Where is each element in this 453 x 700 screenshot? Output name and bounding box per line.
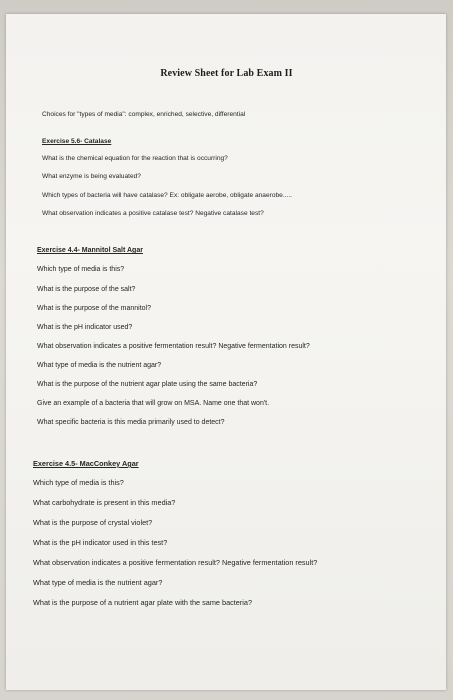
question-macconkey-7: What is the purpose of a nutrient agar plate with the same bacteria? <box>33 598 253 607</box>
question-msa-6: What type of media is the nutrient agar? <box>37 362 162 369</box>
question-msa-1: Which type of media is this? <box>37 266 125 273</box>
page-title: Review Sheet for Lab Exam II <box>160 68 293 79</box>
question-macconkey-2: What carbohydrate is present in this media? <box>33 498 176 507</box>
section-heading-msa: Exercise 4.4- Mannitol Salt Agar <box>37 247 143 254</box>
section-heading-catalase: Exercise 5.6- Catalase <box>42 138 112 145</box>
question-msa-9: What specific bacteria is this media primarily used to detect? <box>37 419 225 426</box>
question-msa-5: What observation indicates a positive fermentation result? Negative fermentation result? <box>37 343 310 350</box>
question-msa-3: What is the purpose of the mannitol? <box>37 305 152 312</box>
question-msa-8: Give an example of a bacteria that will grow on MSA. Name one that won't. <box>37 400 270 407</box>
section-heading-macconkey: Exercise 4.5- MacConkey Agar <box>33 459 139 468</box>
question-msa-2: What is the purpose of the salt? <box>37 286 136 293</box>
question-macconkey-5: What observation indicates a positive fermentation result? Negative fermentation result? <box>33 558 318 567</box>
question-msa-4: What is the pH indicator used? <box>37 324 133 331</box>
question-catalase-3: Which types of bacteria will have catalase? Ex: obligate aerobe, obligate anaerobe..... <box>42 192 292 199</box>
question-macconkey-4: What is the pH indicator used in this test? <box>33 538 168 547</box>
question-catalase-2: What enzyme is being evaluated? <box>42 173 141 180</box>
question-msa-7: What is the purpose of the nutrient agar plate using the same bacteria? <box>37 381 258 388</box>
question-macconkey-3: What is the purpose of crystal violet? <box>33 518 153 527</box>
media-types-line: Choices for "types of media": complex, enriched, selective, differential <box>42 111 246 118</box>
question-macconkey-6: What type of media is the nutrient agar? <box>33 578 163 587</box>
question-macconkey-1: Which type of media is this? <box>33 478 124 487</box>
question-catalase-4: What observation indicates a positive catalase test? Negative catalase test? <box>42 210 264 217</box>
question-catalase-1: What is the chemical equation for the reaction that is occurring? <box>42 155 228 162</box>
